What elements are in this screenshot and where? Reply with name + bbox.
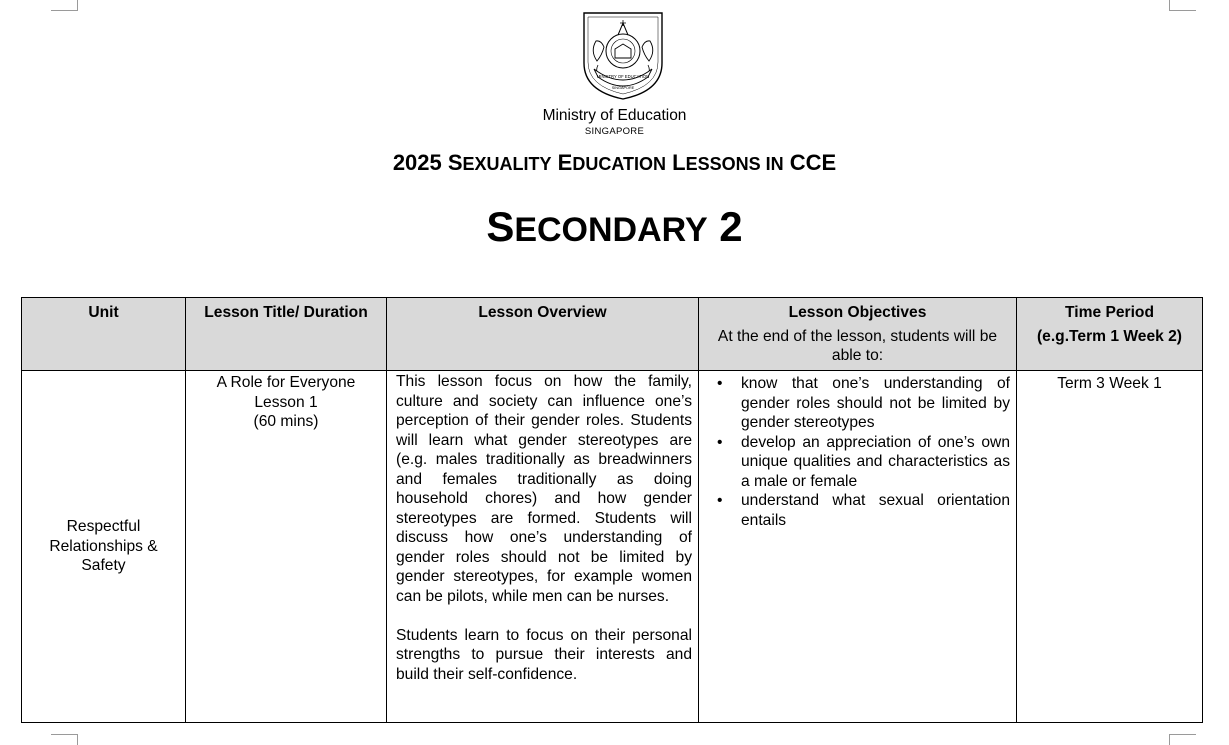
lesson-number: Lesson 1 (254, 393, 318, 411)
header-time-period-label: Time Period (1065, 304, 1154, 321)
svg-text:MINISTRY OF EDUCATION: MINISTRY OF EDUCATION (596, 74, 650, 79)
crop-mark-bottom-left (51, 734, 78, 745)
crop-mark-top-left (51, 0, 78, 11)
crop-mark-top-right (1169, 0, 1196, 11)
crop-mark-bottom-right (1169, 734, 1196, 745)
svg-text:SINGAPORE: SINGAPORE (611, 86, 635, 90)
moe-crest-logo (582, 11, 664, 101)
cell-lesson-title (186, 371, 387, 723)
overview-paragraph-1: This lesson focus on how the family, culture and society can influence one’s perception of their gender roles. Students will learn what gender stereotypes are (e.g. males traditionally as breadwinners and females traditionally as doing household chores) and how gender stereotypes are formed. Students will discuss how one’s understanding of gender roles should not be limited by gender stereotypes, for example women can be pilots, while men can be nurses. (396, 373, 692, 605)
cell-overview (387, 371, 699, 723)
cell-time-period: Term 3 Week 1 (1017, 371, 1203, 723)
objective-item: • know that one’s understanding of gender roles should not be limited by gender stereotypes (705, 374, 1010, 433)
ministry-country: SINGAPORE (584, 126, 645, 137)
header-time-period (1017, 298, 1203, 371)
header-unit: Unit (22, 298, 186, 371)
objective-item: • understand what sexual orientation entails (705, 491, 1010, 530)
lessons-table (21, 297, 1203, 723)
lesson-title: A Role for Everyone (216, 374, 356, 391)
header-time-period-sub: (e.g.Term 1 Week 2) (1036, 327, 1183, 345)
cell-objectives (699, 371, 1017, 723)
header-overview: Lesson Overview (387, 298, 699, 371)
table-header-row (22, 298, 1203, 371)
header-objectives-sub: At the end of the lesson, students will be able to: (717, 327, 998, 364)
lesson-duration: (60 mins) (253, 413, 319, 430)
header-objectives (699, 298, 1017, 371)
objective-item: • develop an appreciation of one’s own unique qualities and characteristics as a male or female (705, 433, 1010, 492)
table-row (22, 371, 1203, 723)
document-level-heading: SECONDARY 2 (486, 203, 743, 250)
header-objectives-label: Lesson Objectives (788, 304, 927, 321)
header-lesson-title: Lesson Title/ Duration (186, 298, 387, 371)
ministry-name: Ministry of Education (542, 107, 687, 124)
overview-paragraph-2: Students learn to focus on their personal strengths to pursue their interests and build their self-confidence. (396, 626, 692, 683)
document-title: 2025 SEXUALITY EDUCATION LESSONS IN CCE (392, 150, 837, 175)
objectives-list (705, 374, 1010, 530)
cell-unit: Respectful Relationships & Safety (22, 371, 186, 723)
